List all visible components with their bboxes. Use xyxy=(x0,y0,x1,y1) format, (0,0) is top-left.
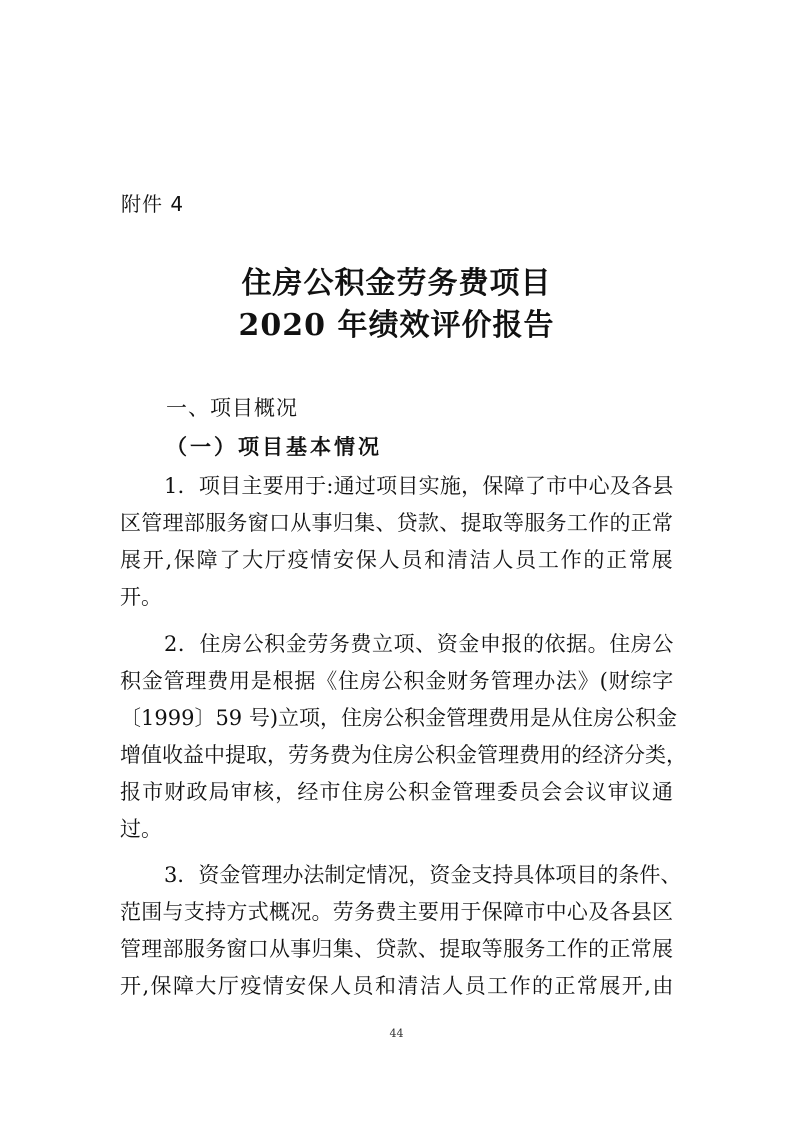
paragraph-3-line-4: 开,保障大厅疫情安保人员和清洁人员工作的正常展开,由 xyxy=(120,974,675,998)
section-heading-project-overview: 一、项目概况 xyxy=(166,396,298,420)
subsection-heading-basic-info: （一）项目基本情况 xyxy=(166,435,382,459)
paragraph-2-line-6: 过。 xyxy=(120,817,162,841)
attachment-label: 附件 4 xyxy=(121,192,185,216)
paragraph-1-line-1: 1．项目主要用于:通过项目实施，保障了市中心及各县 xyxy=(164,474,674,498)
paragraph-1-line-4: 开。 xyxy=(120,585,162,609)
paragraph-1-line-3: 展开,保障了大厅疫情安保人员和清洁人员工作的正常展 xyxy=(120,548,675,572)
paragraph-3-line-3: 管理部服务窗口从事归集、贷款、提取等服务工作的正常展 xyxy=(120,937,674,961)
paragraph-1-line-2: 区管理部服务窗口从事归集、贷款、提取等服务工作的正常 xyxy=(120,511,674,535)
page-number: 44 xyxy=(389,1027,404,1040)
paragraph-2-line-3: 〔1999〕59 号)立项，住房公积金管理费用是从住房公积金 xyxy=(120,706,678,730)
document-title-line-2: 2020 年绩效评价报告 xyxy=(238,308,555,343)
paragraph-2-line-4: 增值收益中提取，劳务费为住房公积金管理费用的经济分类， xyxy=(120,743,687,767)
paragraph-3-line-1: 3．资金管理办法制定情况，资金支持具体项目的条件、 xyxy=(164,863,682,887)
paragraph-3-line-2: 范围与支持方式概况。劳务费主要用于保障市中心及各县区 xyxy=(120,900,674,924)
paragraph-2-line-2: 积金管理费用是根据《住房公积金财务管理办法》(财综字 xyxy=(120,669,674,693)
paragraph-2-line-5: 报市财政局审核，经市住房公积金管理委员会会议审议通 xyxy=(120,780,675,804)
paragraph-2-line-1: 2．住房公积金劳务费立项、资金申报的依据。住房公 xyxy=(164,632,674,656)
document-title-line-1: 住房公积金劳务费项目 xyxy=(241,266,552,301)
